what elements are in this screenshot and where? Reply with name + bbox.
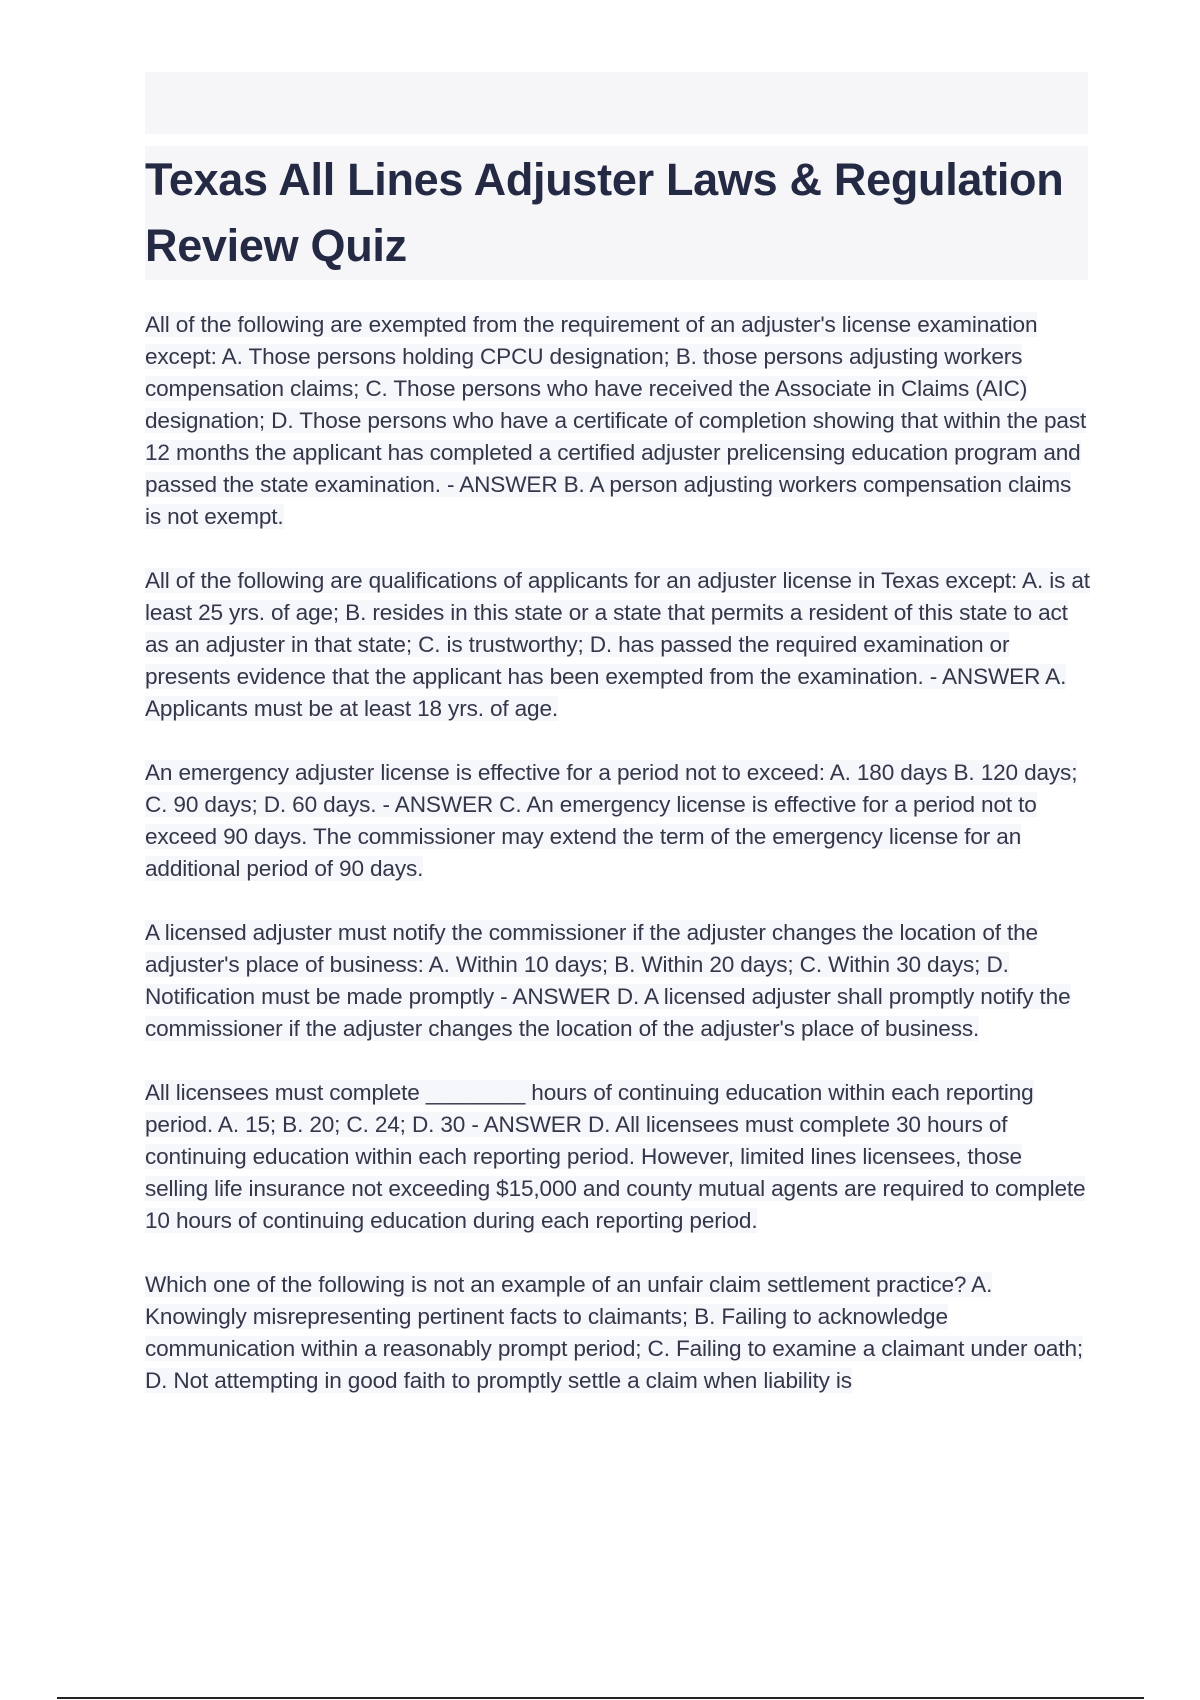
page-title: Texas All Lines Adjuster Laws & Regulation Review Quiz [145, 154, 1064, 271]
question-item [145, 917, 1090, 1045]
question-item [145, 1269, 1090, 1397]
question-text: All licensees must complete ________ hours of continuing education within each reporting period. A. 15; B. 20; C. 24; D. 30 - ANSWER D. All licensees must complete 30 hours of continuing education within each reporting period. However, limited lines licensees, those selling life insurance not exceeding $15,000 and county mutual agents are required to complete 10 hours of continuing education during each reporting period. [145, 1080, 1086, 1233]
question-item [145, 309, 1090, 533]
title-block [145, 146, 1088, 280]
header-band [145, 72, 1088, 134]
question-text: Which one of the following is not an example of an unfair claim settlement practice? A. Knowingly misrepresenting pertinent facts to claimants; B. Failing to acknowledge communication within a reasonably prompt period; C. Failing to examine a claimant under oath; D. Not attempting in good faith to promptly settle a claim when liability is [145, 1272, 1083, 1393]
footer-divider [57, 1697, 1144, 1699]
question-text: A licensed adjuster must notify the commissioner if the adjuster changes the location of the adjuster's place of business: A. Within 10 days; B. Within 20 days; C. Within 30 days; D. Notification must be made promptly - ANSWER D. A licensed adjuster shall promptly notify the commissioner if the adjuster changes the location of the adjuster's place of business. [145, 920, 1071, 1041]
question-item [145, 757, 1090, 885]
question-list [145, 309, 1090, 1429]
question-item [145, 1077, 1090, 1237]
question-text: All of the following are qualifications of applicants for an adjuster license in Texas except: A. is at least 25 yrs. of age; B. resides in this state or a state that permits a resident of this state to act as an adjuster in that state; C. is trustworthy; D. has passed the required examination or presents evidence that the applicant has been exempted from the examination. - ANSWER A. Applicants must be at least 18 yrs. of age. [145, 568, 1090, 721]
question-text: All of the following are exempted from the requirement of an adjuster's license examination except: A. Those persons holding CPCU designation; B. those persons adjusting workers compensation claims; C. Those persons who have received the Associate in Claims (AIC) designation; D. Those persons who have a certificate of completion showing that within the past 12 months the applicant has completed a certified adjuster prelicensing education program and passed the state examination. - ANSWER B. A person adjusting workers compensation claims is not exempt. [145, 312, 1087, 529]
question-text: An emergency adjuster license is effective for a period not to exceed: A. 180 days B. 120 days; C. 90 days; D. 60 days. - ANSWER C. An emergency license is effective for a period not to exceed 90 days. The commissioner may extend the term of the emergency license for an additional period of 90 days. [145, 760, 1078, 881]
question-item [145, 565, 1090, 725]
